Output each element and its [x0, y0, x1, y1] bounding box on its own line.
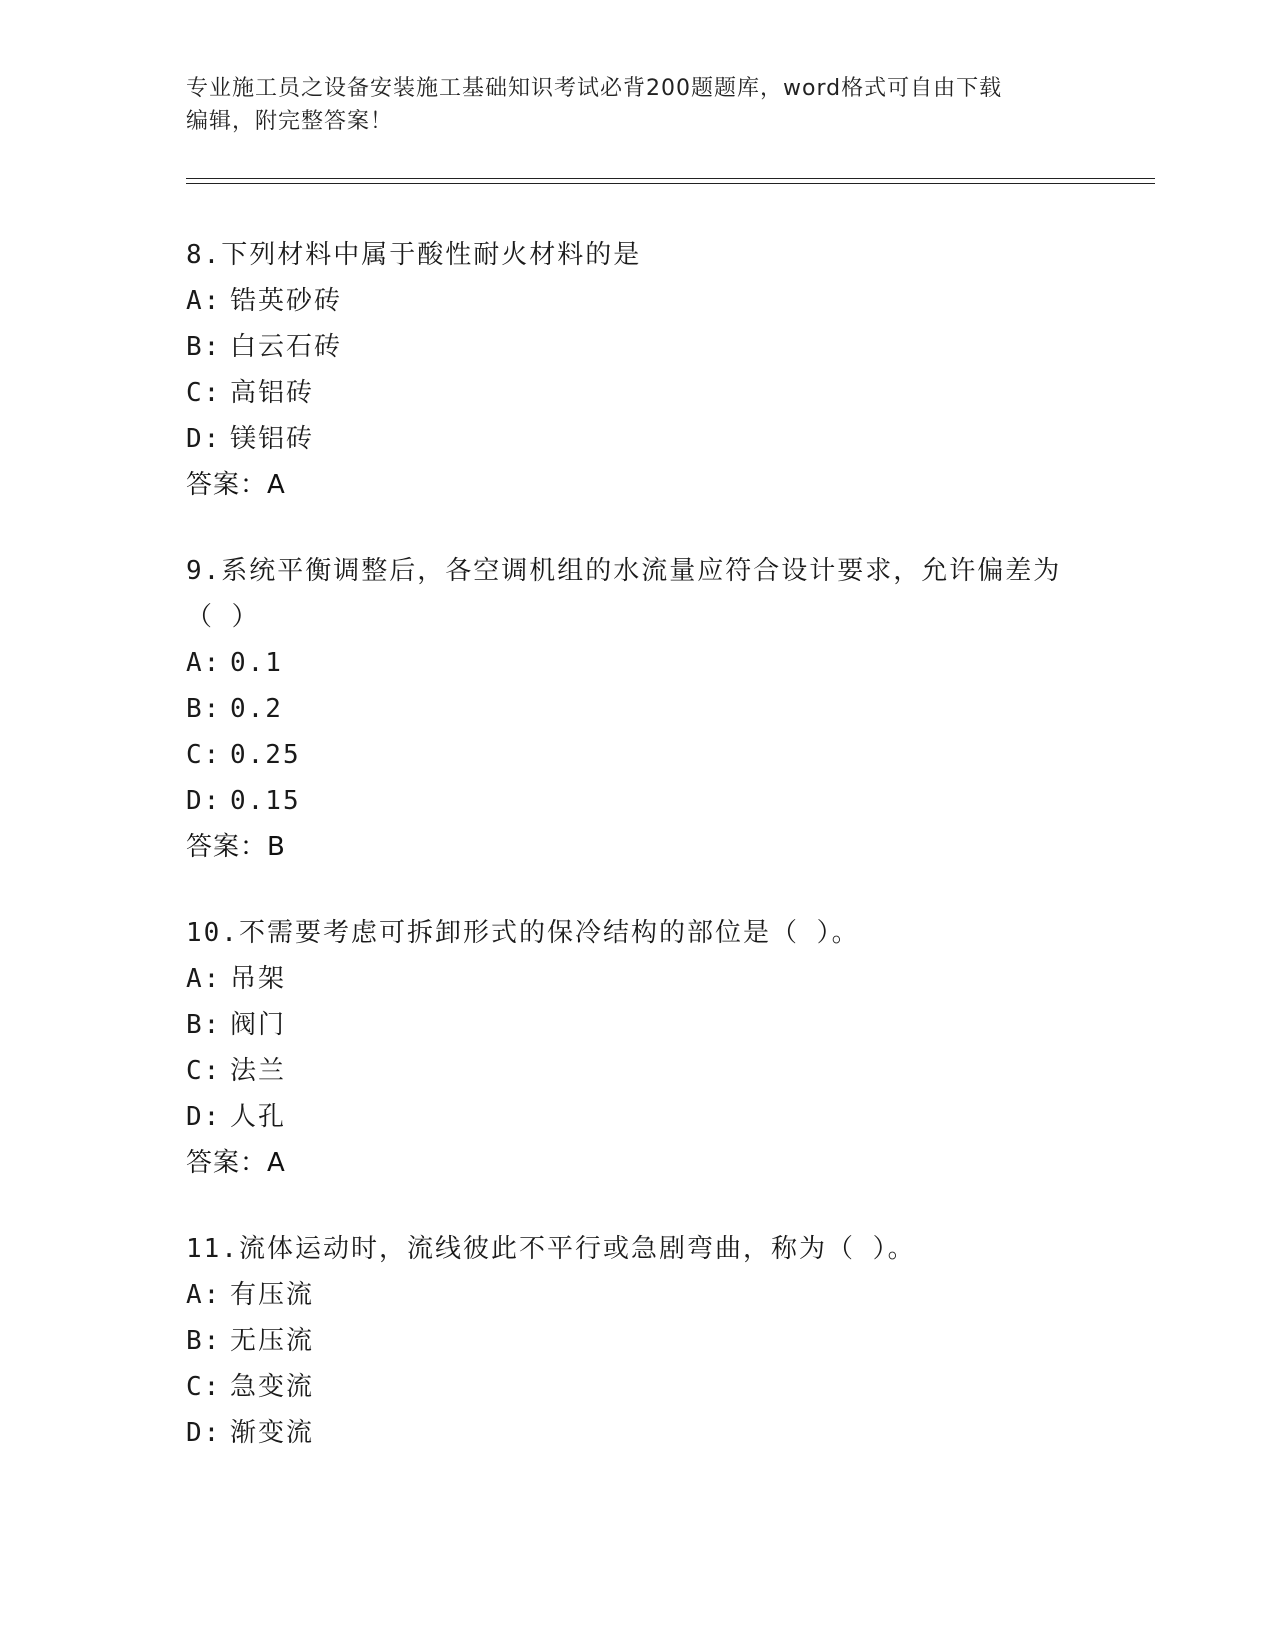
option-a: [186, 278, 1086, 324]
option-c: [186, 370, 1086, 416]
option-text: 白云石砖: [230, 332, 343, 362]
option-c: [186, 732, 1086, 778]
question-9: [186, 548, 1086, 870]
answer-line: 答案：A: [186, 1148, 286, 1178]
option-text: 镁铝砖: [230, 424, 315, 454]
option-letter: D:: [186, 424, 222, 454]
option-text: 渐变流: [230, 1418, 315, 1448]
option-letter: B:: [186, 1326, 222, 1356]
option-text: 0.2: [230, 694, 283, 724]
option-b: [186, 1002, 1086, 1048]
option-b: [186, 324, 1086, 370]
option-letter: C:: [186, 378, 222, 408]
option-text: 0.25: [230, 740, 301, 770]
answer-line: 答案：B: [186, 832, 286, 862]
option-c: [186, 1364, 1086, 1410]
option-b: [186, 1318, 1086, 1364]
option-b: [186, 686, 1086, 732]
question-text: 9.系统平衡调整后，各空调机组的水流量应符合设计要求，允许偏差为（ ）: [186, 556, 1062, 632]
question-11: [186, 1226, 1086, 1456]
question-8: [186, 232, 1086, 508]
option-letter: D:: [186, 1418, 222, 1448]
question-text: 11.流体运动时，流线彼此不平行或急剧弯曲，称为（ ）。: [186, 1234, 916, 1264]
answer-line: 答案：A: [186, 470, 286, 500]
option-letter: C:: [186, 1056, 222, 1086]
option-text: 锆英砂砖: [230, 286, 343, 316]
option-letter: B:: [186, 694, 222, 724]
document-header: [186, 72, 1076, 138]
option-text: 人孔: [230, 1102, 287, 1132]
option-a: [186, 640, 1086, 686]
option-text: 0.15: [230, 786, 301, 816]
header-divider-bottom: [186, 183, 1155, 184]
option-d: [186, 416, 1086, 462]
option-text: 法兰: [230, 1056, 287, 1086]
option-text: 吊架: [230, 964, 287, 994]
option-text: 0.1: [230, 648, 283, 678]
question-text: 10.不需要考虑可拆卸形式的保冷结构的部位是（ ）。: [186, 918, 860, 948]
option-letter: B:: [186, 332, 222, 362]
option-d: [186, 1094, 1086, 1140]
option-letter: C:: [186, 740, 222, 770]
header-divider-top: [186, 178, 1155, 179]
question-text: 8.下列材料中属于酸性耐火材料的是: [186, 240, 642, 270]
option-a: [186, 1272, 1086, 1318]
option-letter: A:: [186, 1280, 222, 1310]
header-title-line2: 编辑，附完整答案！: [186, 109, 394, 134]
option-d: [186, 1410, 1086, 1456]
question-list: [186, 232, 1086, 1496]
option-c: [186, 1048, 1086, 1094]
option-letter: D:: [186, 1102, 222, 1132]
header-title-line1: 专业施工员之设备安装施工基础知识考试必背200题题库，word格式可自由下载: [186, 76, 1003, 101]
option-text: 急变流: [230, 1372, 315, 1402]
option-letter: C:: [186, 1372, 222, 1402]
option-letter: A:: [186, 964, 222, 994]
option-text: 有压流: [230, 1280, 315, 1310]
option-text: 无压流: [230, 1326, 315, 1356]
option-letter: D:: [186, 786, 222, 816]
option-d: [186, 778, 1086, 824]
option-letter: A:: [186, 648, 222, 678]
option-letter: B:: [186, 1010, 222, 1040]
question-10: [186, 910, 1086, 1186]
option-a: [186, 956, 1086, 1002]
option-text: 高铝砖: [230, 378, 315, 408]
option-text: 阀门: [230, 1010, 287, 1040]
option-letter: A:: [186, 286, 222, 316]
